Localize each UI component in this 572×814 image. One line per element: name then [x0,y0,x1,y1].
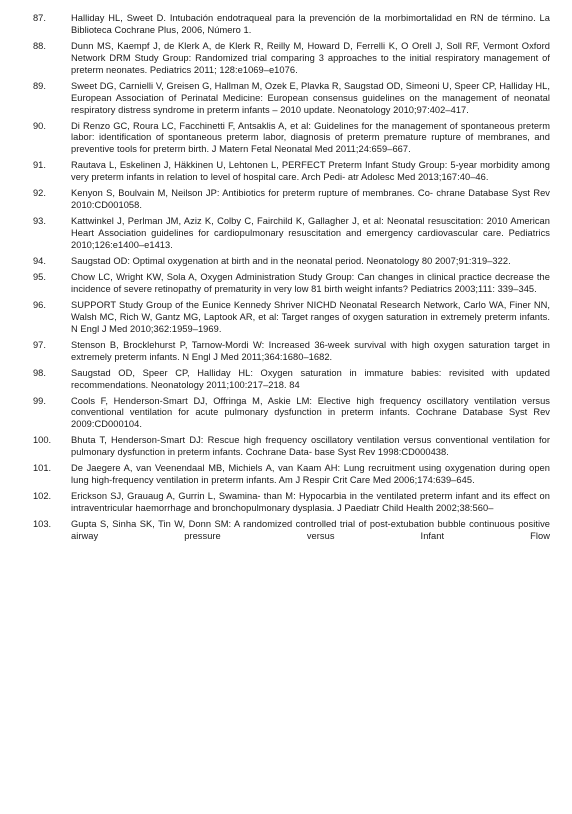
reference-number: 100. [33,435,52,446]
reference-text: Saugstad OD, Speer CP, Halliday HL: Oxygen saturation in immature babies: revisited with updated recommendations. Neonatology 2011;100:217–218. 84 [71,367,550,390]
reference-text: De Jaegere A, van Veenendaal MB, Michiels A, van Kaam AH: Lung recruitment using oxygenation during open lung high-frequency ventilation in preterm infants. Am J Respir Crit Care Med 2006;174:639–645. [71,463,550,486]
reference-number: 99. [33,395,46,406]
reference-text: Bhuta T, Henderson-Smart DJ: Rescue high frequency oscillatory ventilation versus conventional ventilation for pulmonary dysfunction in preterm infants. Cochrane Data- base Syst Rev 1998:CD000438. [71,435,550,458]
reference-number: 96. [33,299,46,310]
reference-item [33,13,550,37]
reference-list [33,13,550,543]
reference-text: Sweet DG, Carnielli V, Greisen G, Hallman M, Ozek E, Plavka R, Saugstad OD, Simeoni U, Speer CP, Halliday HL, European Association of Perinatal Medicine: European consensus guidelines on the management of neonatal respiratory distress syndrome in preterm infants – 2010 update. Neonatology 2010;97:402–417. [71,80,550,115]
reference-text: Di Renzo GC, Roura LC, Facchinetti F, Antsaklis A, et al: Guidelines for the management of spontaneous preterm labor: identification of spontaneous preterm labor, diagnosis of preterm premature rupture of membranes, and preventive tools for preterm birth. J Matern Fetal Neonatal Med 2011;24:659–667. [71,120,550,155]
reference-number: 102. [33,491,52,502]
reference-item [33,41,550,77]
reference-item [33,396,550,432]
reference-text: Saugstad OD: Optimal oxygenation at birth and in the neonatal period. Neonatology 80 2007;91:319–322. [71,255,511,266]
reference-text: Chow LC, Wright KW, Sola A, Oxygen Administration Study Group: Can changes in clinical practice decrease the incidence of severe retinopathy of prematurity in very low 81 birth weight infants? Pediatrics 2003;111: 339–345. [71,271,550,294]
reference-text: Erickson SJ, Grauaug A, Gurrin L, Swamina- than M: Hypocarbia in the ventilated preterm infant and its effect on intraventricular haemorrhage and bronchopulmonary dysplasia. J Paediatr Child Health 2002;38:560– [71,491,550,514]
reference-item [33,81,550,117]
reference-number: 103. [33,519,52,530]
reference-item [33,121,550,157]
reference-text: Rautava L, Eskelinen J, Häkkinen U, Lehtonen L, PERFECT Preterm Infant Study Group: 5-year morbidity among very preterm infants in relation to level of hospital care. Arch Pedi- atr Adolesc Med 2013;167:40–46. [71,160,550,183]
reference-number: 88. [33,40,46,51]
reference-number: 90. [33,120,46,131]
reference-number: 89. [33,80,46,91]
reference-text: Kenyon S, Boulvain M, Neilson JP: Antibiotics for preterm rupture of membranes. Co- chrane Database Syst Rev 2010:CD001058. [71,188,550,211]
reference-text: Stenson B, Brocklehurst P, Tarnow-Mordi W: Increased 36-week survival with high oxygen saturation target in extremely preterm infants. N Engl J Med 2011;364:1680–1682. [71,339,550,362]
reference-number: 93. [33,216,46,227]
reference-item [33,160,550,184]
reference-item [33,216,550,252]
reference-number: 92. [33,188,46,199]
reference-text: Halliday HL, Sweet D. Intubación endotraqueal para la prevención de la morbimortalidad en RN de término. La Biblioteca Cochrane Plus, 2006, Número 1. [71,13,550,35]
reference-number: 91. [33,160,46,171]
reference-text: Dunn MS, Kaempf J, de Klerk A, de Klerk R, Reilly M, Howard D, Ferrelli K, O Orell J, Soll RF, Vermont Oxford Network DRM Study Group: Randomized trial comparing 3 approaches to the initial respiratory management of preterm neonates. Pediatrics 2011; 128:e1069–e1076. [71,40,550,75]
reference-item [33,368,550,392]
reference-number: 98. [33,367,46,378]
reference-item [33,435,550,459]
reference-item [33,300,550,336]
reference-number: 87. [33,13,46,23]
reference-number: 101. [33,463,52,474]
reference-text: Gupta S, Sinha SK, Tin W, Donn SM: A randomized controlled trial of post-extubation bubble continuous positive airway pressure versus Infant Flow [71,519,550,541]
reference-number: 97. [33,339,46,350]
reference-item [33,256,550,268]
reference-item [33,491,550,515]
reference-number: 95. [33,271,46,282]
reference-item [33,519,550,543]
reference-item [33,188,550,212]
reference-number: 94. [33,255,46,266]
reference-text: Kattwinkel J, Perlman JM, Aziz K, Colby C, Fairchild K, Gallagher J, et al: Neonatal resuscitation: 2010 American Heart Association guidelines for cardiopulmonary resuscitation and emergency cardiovascular care. Pediatrics 2010;126:e1400–e1413. [71,216,550,250]
reference-text: Cools F, Henderson-Smart DJ, Offringa M, Askie LM: Elective high frequency oscillatory ventilation versus conventional ventilation for acute pulmonary dysfunction in preterm infants. Cochrane Database Syst Rev 2009:CD000104. [71,395,550,430]
reference-item [33,463,550,487]
reference-item [33,272,550,296]
reference-text: SUPPORT Study Group of the Eunice Kennedy Shriver NICHD Neonatal Research Network, Carlo WA, Finer NN, Walsh MC, Rich W, Gantz MG, Laptook AR, et al: Target ranges of oxygen saturation in extremely preterm infants. N Engl J Med 2010;362:1959–1969. [71,299,550,334]
reference-item [33,340,550,364]
